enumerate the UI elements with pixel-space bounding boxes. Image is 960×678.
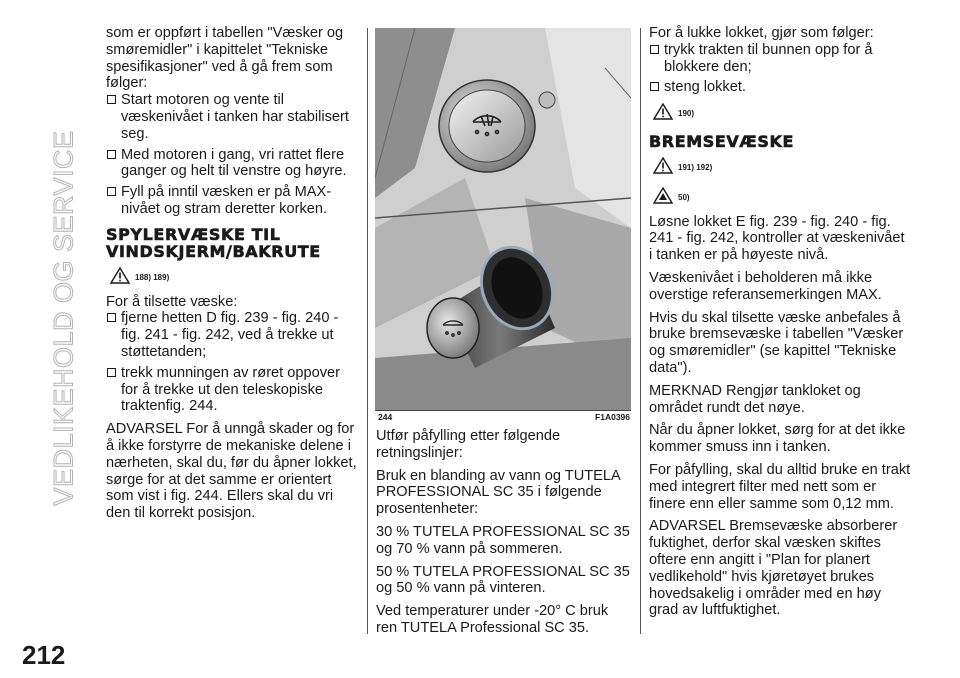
column-divider — [640, 28, 641, 634]
bullet-box-icon — [650, 45, 659, 54]
paragraph: Når du åpner lokket, sørg for at det ikke kommer smuss inn i tanken. — [649, 422, 906, 456]
warning-reference — [653, 154, 911, 177]
page-number: 212 — [22, 640, 66, 670]
warning-ref-numbers: 188) 189) — [135, 272, 170, 282]
reservoir-illustration — [375, 28, 631, 411]
warning-triangle-icon — [653, 157, 673, 174]
warning-reference — [110, 264, 360, 287]
list-item-text: fjerne hetten D fig. 239 - fig. 240 - fig. 241 - fig. 242, ved å trekke ut støttetanden; — [121, 310, 339, 360]
intro-paragraph: som er oppført i tabellen "Væsker og smøremidler" i kapittelet "Tekniske spesifikasjoner" ved å gå frem som følger: — [106, 25, 344, 92]
list-item — [106, 92, 360, 142]
list-item-text: trekk munningen av røret oppover for å trekke ut den teleskopiske traktenfig. 244. — [121, 364, 341, 415]
paragraph: Hvis du skal tilsette væske anbefales å bruke bremsevæske i tabellen "Væsker og smøremidler" (se kapittel "Tekniske data"). — [649, 309, 904, 376]
paragraph: For påfylling, skal du alltid bruke en trakt med integrert filter med nett som er finere enn eller samme som 0,12 mm. — [649, 461, 911, 512]
figure-code: F1A0396 — [595, 412, 630, 422]
close-intro: For å lukke lokket, gjør som følger: — [649, 25, 874, 41]
caution-triangle-icon — [653, 187, 673, 204]
bullet-box-icon — [107, 313, 116, 322]
caution-ref-numbers: 50) — [678, 192, 690, 202]
bullet-box-icon — [650, 82, 659, 91]
paragraph: Væskenivået i beholderen må ikke overstige referansemerkingen MAX. — [649, 269, 882, 303]
chapter-side-title: VEDLIKEHOLD OG SERVICE — [48, 130, 79, 506]
paragraph: Utfør påfylling etter følgende retningslinjer: — [376, 428, 561, 461]
caution-reference — [653, 184, 911, 207]
list-item-text: Med motoren i gang, vri rattet flere ganger og helt til venstre og høyre. — [121, 146, 347, 180]
section-heading: BREMSEVÆSKE — [649, 131, 795, 151]
list-item — [649, 42, 911, 76]
bullet-box-icon — [107, 150, 116, 159]
figure-number: 244 — [378, 412, 393, 422]
list-item — [106, 310, 360, 360]
paragraph: 50 % TUTELA PROFESSIONAL SC 35 og 50 % vann på vinteren. — [376, 563, 630, 597]
list-item — [106, 184, 360, 218]
warning-ref-numbers: 191) 192) — [678, 162, 713, 172]
section-heading: SPYLERVÆSKE TIL VINDSKJERM/BAKRUTE — [106, 224, 321, 261]
paragraph: ADVARSEL Bremsevæske absorberer fuktighet, derfor skal væsken skiftes oftere enn angitt i "Plan for planert vedlikehold" hvis kjøretøyet brukes hovedsakelig i områder med en høy grad av luftfuktighet. — [649, 518, 898, 619]
paragraph: MERKNAD Rengjør tankloket og området rundt det nøye. — [649, 382, 861, 416]
paragraph: Ved temperaturer under -20° C bruk ren TUTELA Professional SC 35. — [376, 603, 609, 636]
fill-intro: For å tilsette væske: — [106, 293, 238, 310]
bullet-box-icon — [107, 187, 116, 196]
figure-caption — [378, 412, 630, 422]
warning-reference — [653, 100, 911, 123]
bullet-box-icon — [107, 95, 116, 104]
paragraph: 30 % TUTELA PROFESSIONAL SC 35 og 70 % vann på sommeren. — [376, 523, 630, 557]
column-right — [649, 25, 911, 625]
list-item-text: Fyll på inntil væsken er på MAX-nivået og stram deretter korken. — [121, 184, 332, 217]
list-item-text: Start motoren og vente til væskenivået i tanken har stabilisert seg. — [121, 92, 349, 142]
column-middle — [376, 428, 632, 643]
list-item-text: trykk trakten til bunnen opp for å blokkere den; — [664, 41, 873, 75]
warning-triangle-icon — [110, 267, 130, 284]
list-item-text: steng lokket. — [664, 79, 746, 96]
list-item — [106, 365, 360, 415]
paragraph: Løsne lokket E fig. 239 - fig. 240 - fig. 241 - fig. 242, kontroller at væskenivået i tanken er på høyeste nivå. — [649, 213, 905, 264]
warning-triangle-icon — [653, 103, 673, 120]
column-left — [106, 25, 360, 528]
list-item — [106, 147, 360, 181]
bullet-box-icon — [107, 368, 116, 377]
advarsel-paragraph: ADVARSEL For å unngå skader og for å ikke forstyrre de mekaniske delene i nærheten, skal du, før du åpner lokket, sørge for at det samme er orientert som vist i fig. 244. Ellers skal du vri den til korrekt posisjon. — [106, 421, 357, 522]
figure-washer-reservoir-photo — [375, 28, 631, 411]
list-item — [649, 79, 911, 96]
column-divider — [367, 28, 368, 634]
warning-ref-numbers: 190) — [678, 109, 695, 119]
paragraph: Bruk en blanding av vann og TUTELA PROFESSIONAL SC 35 i følgende prosentenheter: — [376, 467, 620, 518]
